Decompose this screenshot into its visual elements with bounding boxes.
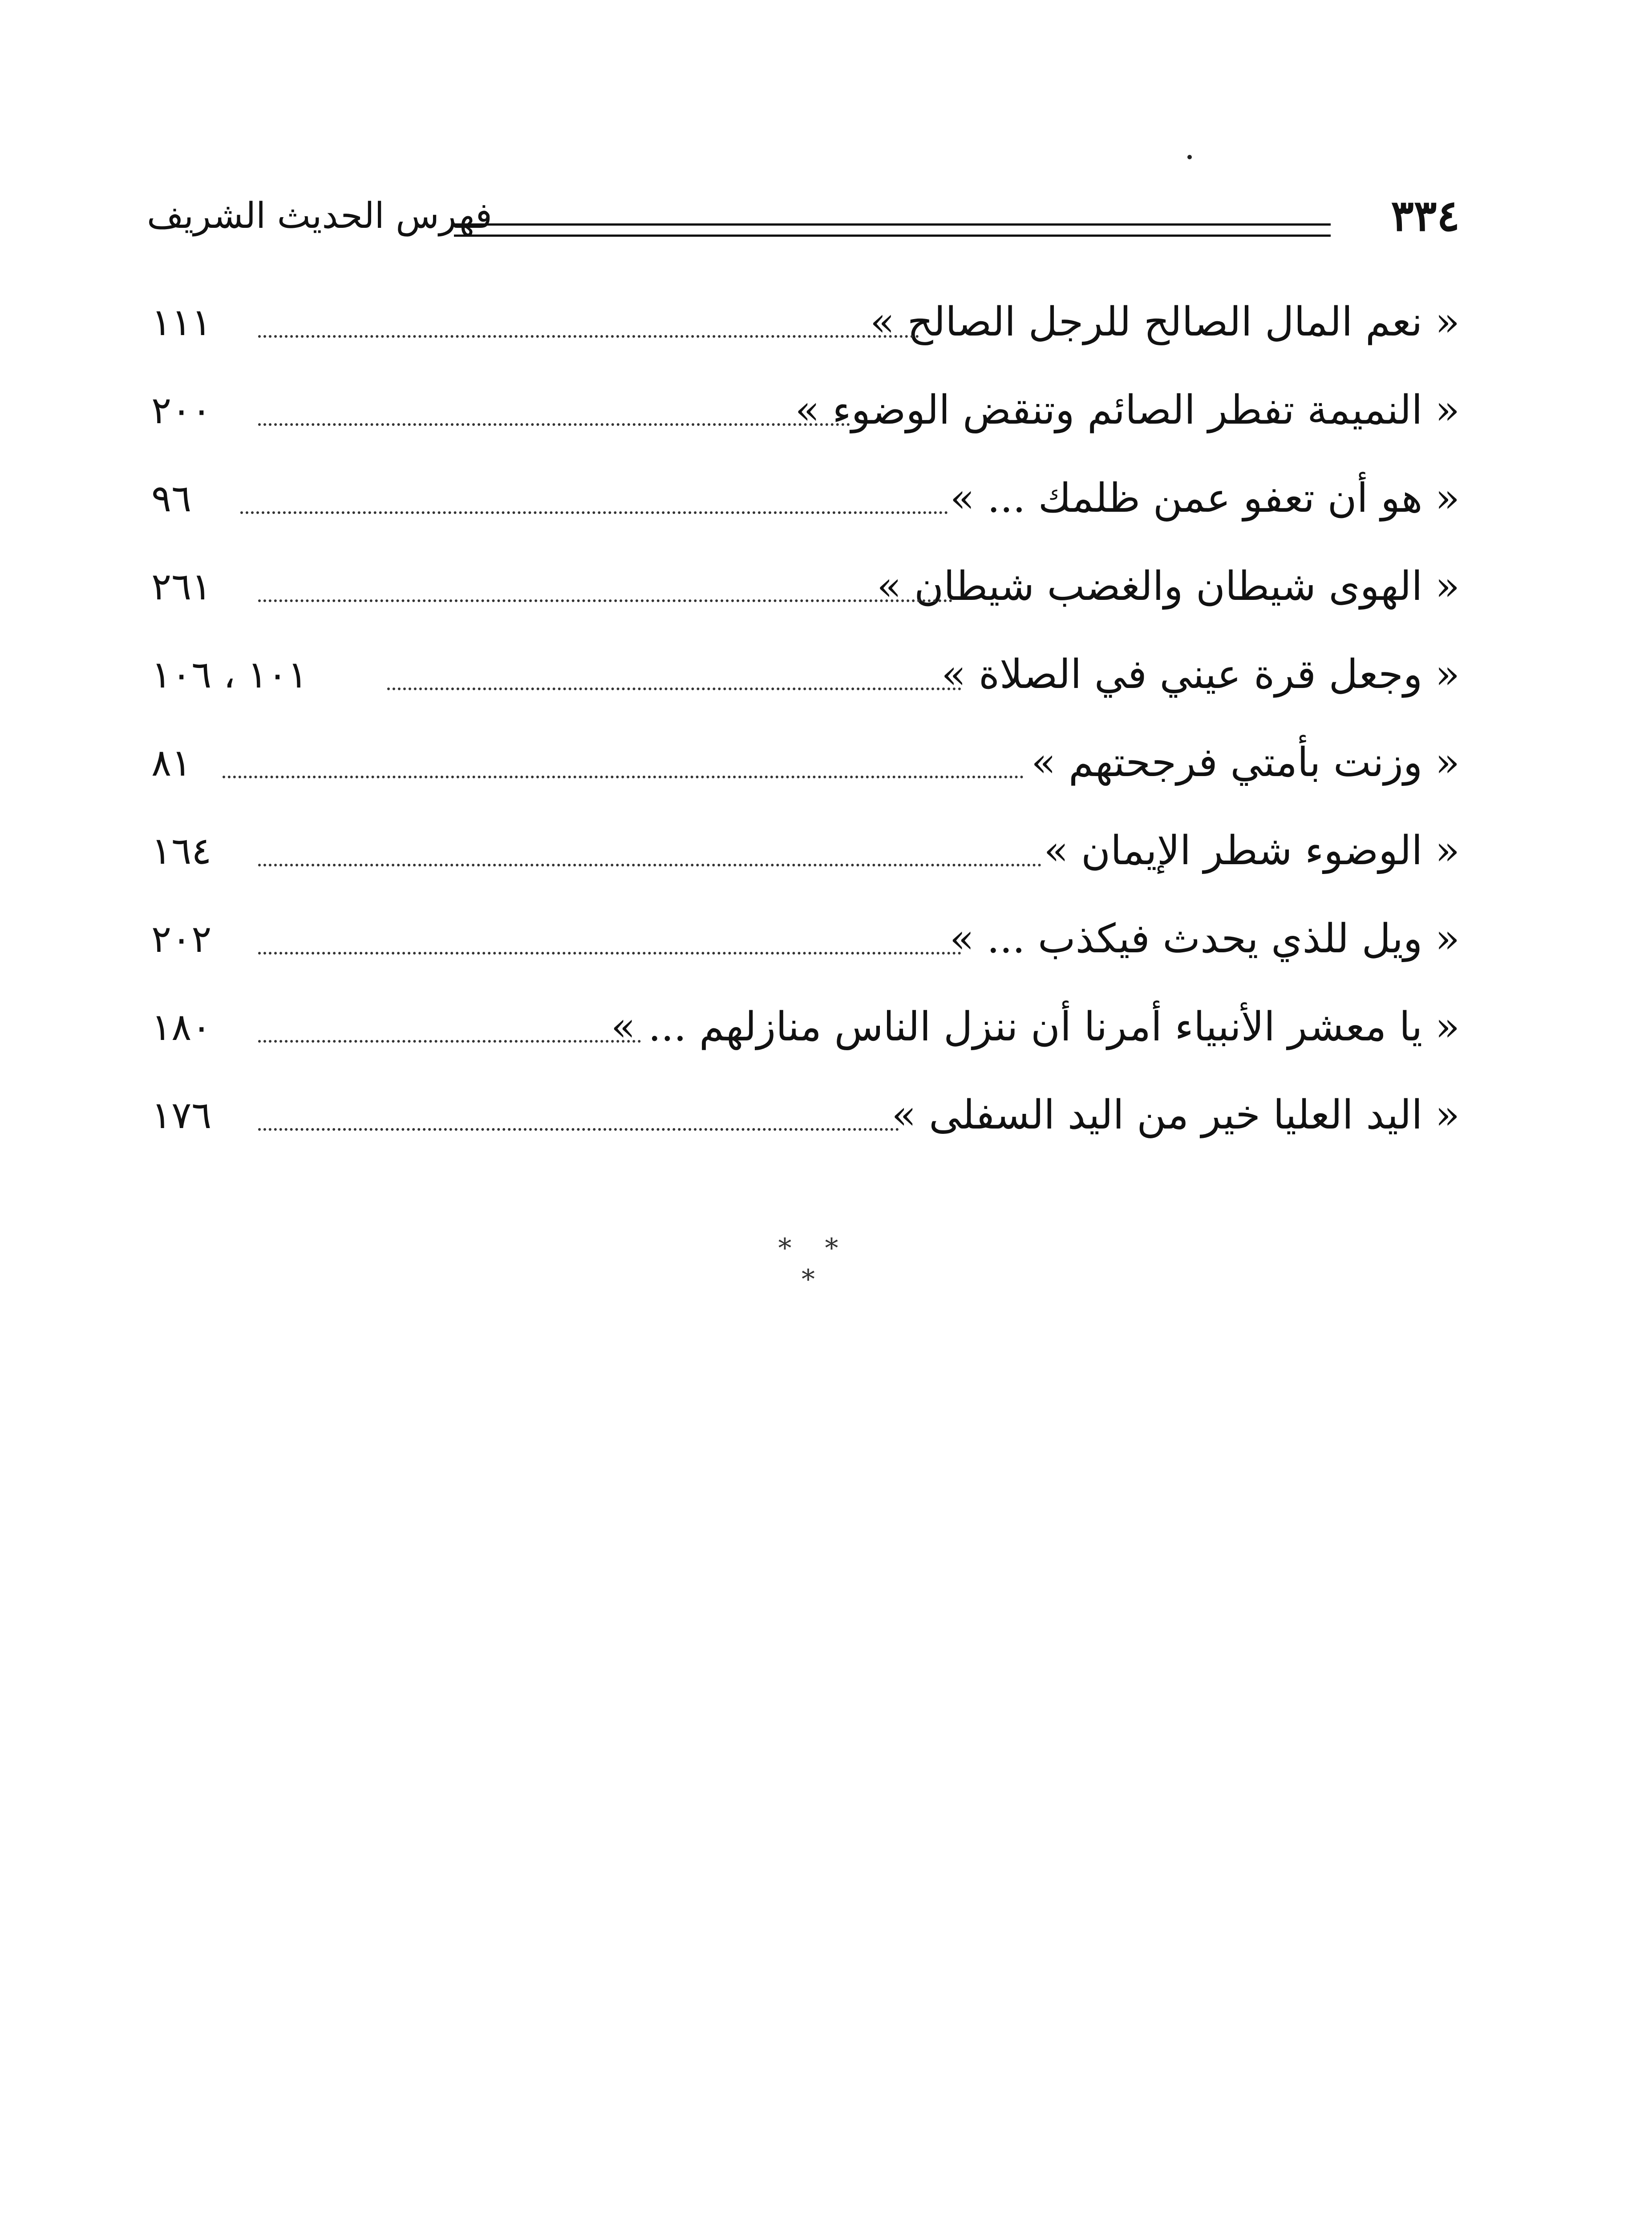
hadith-text: « الهوى شيطان والغضب شيطان » xyxy=(877,563,1460,610)
dot-leader xyxy=(258,952,961,955)
hadith-text: « النميمة تفطر الصائم وتنقض الوضوء » xyxy=(795,387,1460,433)
hadith-text: « يا معشر الأنبياء أمرنا أن ننزل الناس منازلهم ... » xyxy=(611,1003,1460,1050)
page-number: ٣٣٤ xyxy=(1391,190,1460,241)
hadith-text: « وجعل قرة عيني في الصلاة » xyxy=(941,651,1460,698)
section-end-asterisks: * * * xyxy=(778,1233,851,1295)
page-reference: ١١١ xyxy=(151,300,212,344)
page-reference: ١٧٦ xyxy=(151,1093,212,1137)
dot-leader xyxy=(258,335,919,338)
hadith-text: « هو أن تعفو عمن ظلمك ... » xyxy=(950,475,1460,522)
page-reference: ٢٦١ xyxy=(151,565,212,608)
index-entry xyxy=(151,542,1460,631)
page-reference: ٢٠٢ xyxy=(151,917,212,961)
hadith-text: « الوضوء شطر الإيمان » xyxy=(1044,827,1460,874)
hadith-text: « ويل للذي يحدث فيكذب ... » xyxy=(949,915,1460,962)
dot-leader xyxy=(387,688,961,690)
page-reference: ٢٠٠ xyxy=(151,388,212,432)
page-reference: ٨١ xyxy=(151,741,192,785)
dot-leader xyxy=(258,599,952,602)
index-entry xyxy=(151,719,1460,807)
ink-speck xyxy=(1187,155,1192,159)
page-header xyxy=(147,187,1460,245)
index-entry xyxy=(151,983,1460,1071)
hadith-text: « نعم المال الصالح للرجل الصالح » xyxy=(870,299,1460,345)
hadith-text: « اليد العليا خير من اليد السفلى » xyxy=(891,1092,1460,1138)
index-entry xyxy=(151,278,1460,366)
page-reference: ١٦٤ xyxy=(151,829,212,873)
index-entry xyxy=(151,454,1460,542)
index-entry xyxy=(151,1071,1460,1159)
dot-leader xyxy=(258,1128,899,1131)
index-entry xyxy=(151,807,1460,895)
dot-leader xyxy=(240,511,948,514)
hadith-index-list xyxy=(151,278,1460,1159)
dot-leader xyxy=(258,1040,641,1043)
dot-leader xyxy=(258,864,1041,866)
index-entry xyxy=(151,631,1460,719)
index-entry xyxy=(151,366,1460,454)
page-reference: ٩٦ xyxy=(151,477,192,520)
header-double-rule xyxy=(454,223,1331,237)
index-entry xyxy=(151,895,1460,983)
dot-leader xyxy=(258,423,850,426)
dot-leader xyxy=(223,776,1024,778)
page-reference: ١٠١ ، ١٠٦ xyxy=(151,653,308,696)
page-reference: ١٨٠ xyxy=(151,1005,212,1049)
hadith-text: « وزنت بأمتي فرجحتهم » xyxy=(1031,739,1460,786)
running-title: فهرس الحديث الشريف xyxy=(147,195,493,236)
